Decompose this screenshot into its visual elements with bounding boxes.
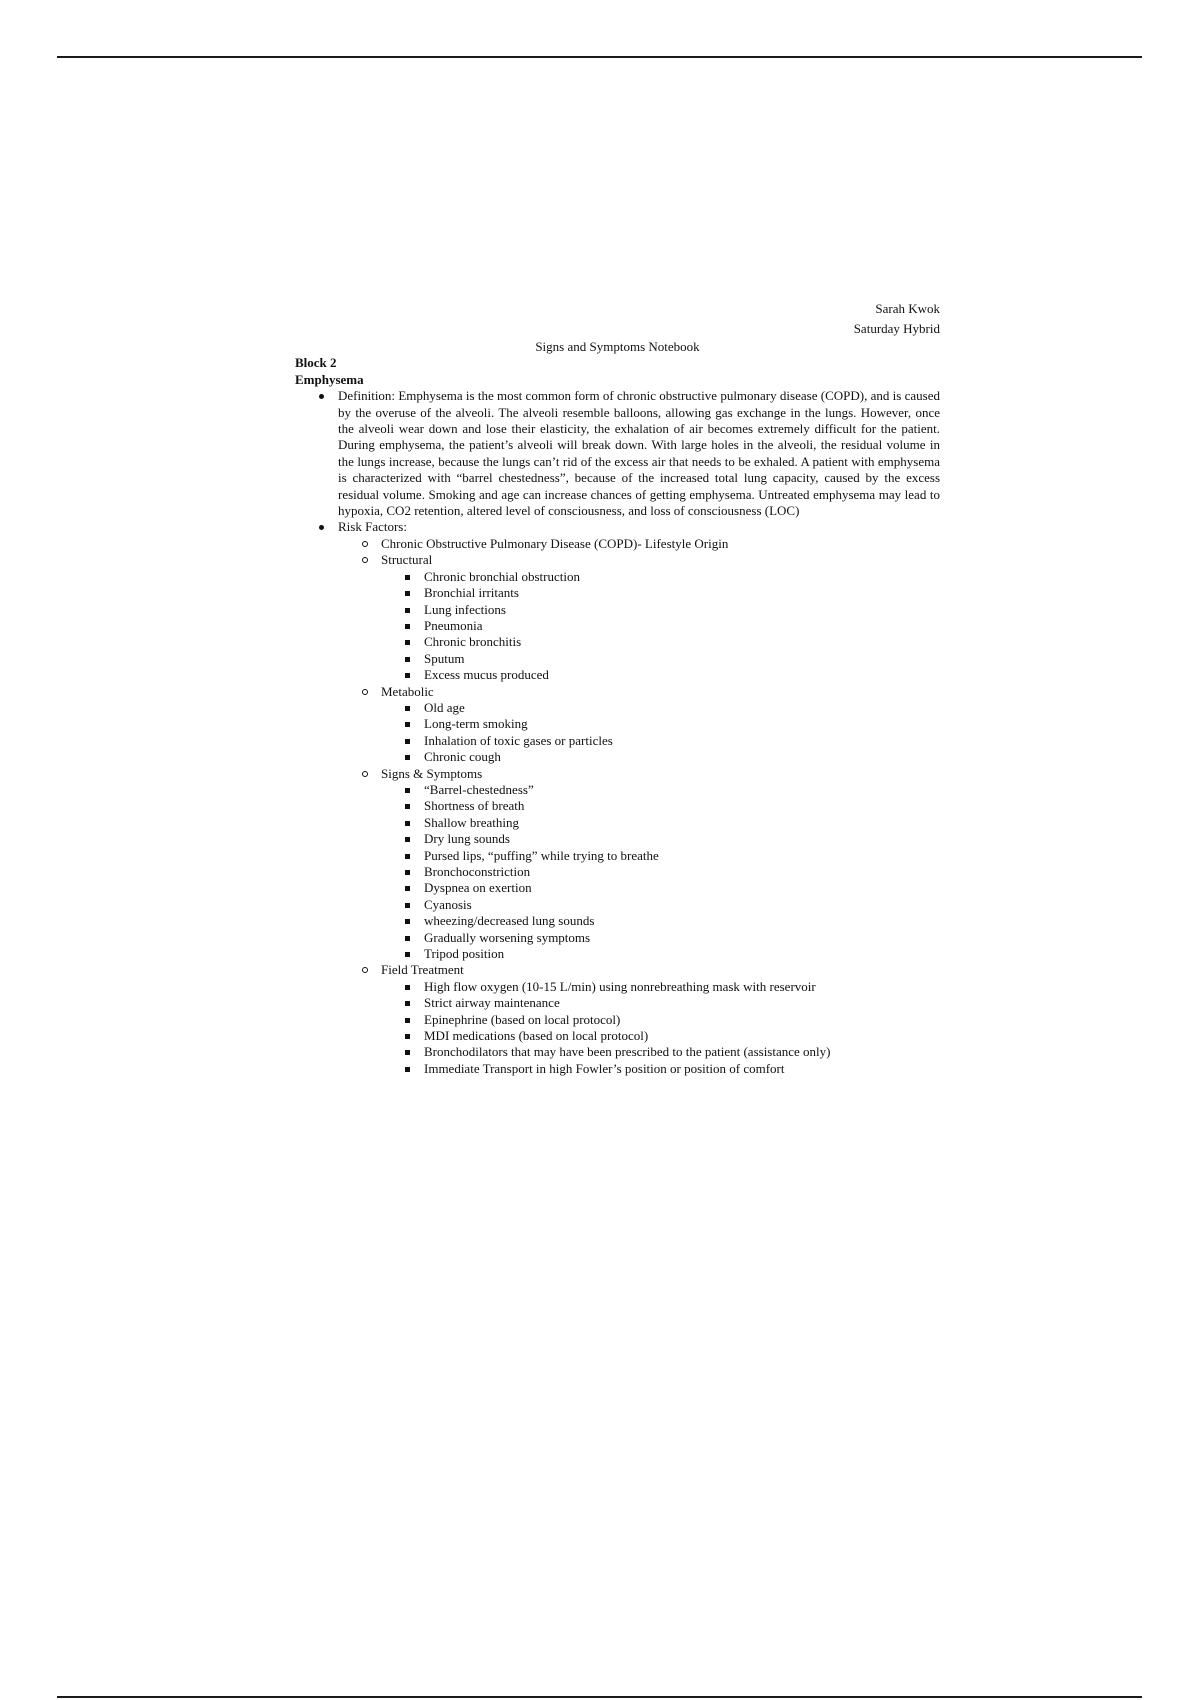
list-item: High flow oxygen (10-15 L/min) using nonrebreathing mask with reservoir xyxy=(381,979,940,995)
document-page xyxy=(295,299,940,1077)
list-item: Chronic bronchial obstruction xyxy=(381,569,940,585)
list-item: Excess mucus produced xyxy=(381,667,940,683)
signs-label: Signs & Symptoms xyxy=(381,765,483,781)
list-item: Dyspnea on exertion xyxy=(381,880,940,896)
list-item: Pursed lips, “puffing” while trying to breathe xyxy=(381,848,940,864)
risk-factors-list xyxy=(338,536,940,1077)
list-item: wheezing/decreased lung sounds xyxy=(381,913,940,929)
structural-list xyxy=(381,569,940,684)
list-item: Bronchoconstriction xyxy=(381,864,940,880)
list-item: Sputum xyxy=(381,651,940,667)
list-item: Gradually worsening symptoms xyxy=(381,930,940,946)
list-item: Lung infections xyxy=(381,602,940,618)
list-item: Long-term smoking xyxy=(381,716,940,732)
risk-factors-label: Risk Factors: xyxy=(338,519,407,535)
list-item: Tripod position xyxy=(381,946,940,962)
list-item: Immediate Transport in high Fowler’s position or position of comfort xyxy=(381,1061,940,1077)
treatment-label: Field Treatment xyxy=(381,962,464,978)
block-heading: Block 2 xyxy=(295,355,337,371)
list-item: Chronic cough xyxy=(381,749,940,765)
structural-item xyxy=(338,552,940,683)
main-list xyxy=(295,388,940,1077)
definition-item: Definition: Emphysema is the most common form of chronic obstructive pulmonary disease (COPD), and is caused by the overuse of the alveoli. The alveoli resemble balloons, allowing gas exchange in the lungs. However, once the alveoli wear down and lose their elasticity, the exhalation of air becomes extremely difficult for the patient. During emphysema, the patient’s alveoli will break down. With large holes in the alveoli, the residual volume in the lungs increase, because the lungs can’t rid of the excess air that needs to be exhaled. A patient with emphysema is characterized with “barrel chestedness”, because of the increased total lung capacity, caused by the excess residual volume. Smoking and age can increase chances of getting emphysema. Untreated emphysema may lead to hypoxia, CO2 retention, altered level of consciousness, and loss of consciousness (LOC) xyxy=(295,388,940,519)
page-title: Signs and Symptoms Notebook xyxy=(535,339,700,354)
copd-item: Chronic Obstructive Pulmonary Disease (COPD)- Lifestyle Origin xyxy=(338,536,940,552)
list-item: Strict airway maintenance xyxy=(381,995,940,1011)
list-item: MDI medications (based on local protocol) xyxy=(381,1028,940,1044)
list-item: Bronchial irritants xyxy=(381,585,940,601)
topic-heading: Emphysema xyxy=(295,371,364,387)
list-item: “Barrel-chestedness” xyxy=(381,782,940,798)
metabolic-item xyxy=(338,684,940,766)
author-name: Sarah Kwok xyxy=(875,301,940,316)
top-rule xyxy=(57,56,1142,58)
list-item: Chronic bronchitis xyxy=(381,634,940,650)
list-item: Shallow breathing xyxy=(381,815,940,831)
treatment-item xyxy=(338,962,940,1077)
list-item: Pneumonia xyxy=(381,618,940,634)
metabolic-label: Metabolic xyxy=(381,683,434,699)
signs-list xyxy=(381,782,940,962)
list-item: Bronchodilators that may have been prescribed to the patient (assistance only) xyxy=(381,1044,940,1060)
bottom-rule xyxy=(57,1696,1142,1698)
list-item: Shortness of breath xyxy=(381,798,940,814)
signs-item xyxy=(338,766,940,963)
class-name: Saturday Hybrid xyxy=(853,321,940,336)
list-item: Inhalation of toxic gases or particles xyxy=(381,733,940,749)
treatment-list xyxy=(381,979,940,1077)
list-item: Epinephrine (based on local protocol) xyxy=(381,1012,940,1028)
list-item: Cyanosis xyxy=(381,897,940,913)
risk-factors-item xyxy=(295,519,940,1077)
list-item: Dry lung sounds xyxy=(381,831,940,847)
structural-label: Structural xyxy=(381,552,433,568)
metabolic-list xyxy=(381,700,940,766)
list-item: Old age xyxy=(381,700,940,716)
